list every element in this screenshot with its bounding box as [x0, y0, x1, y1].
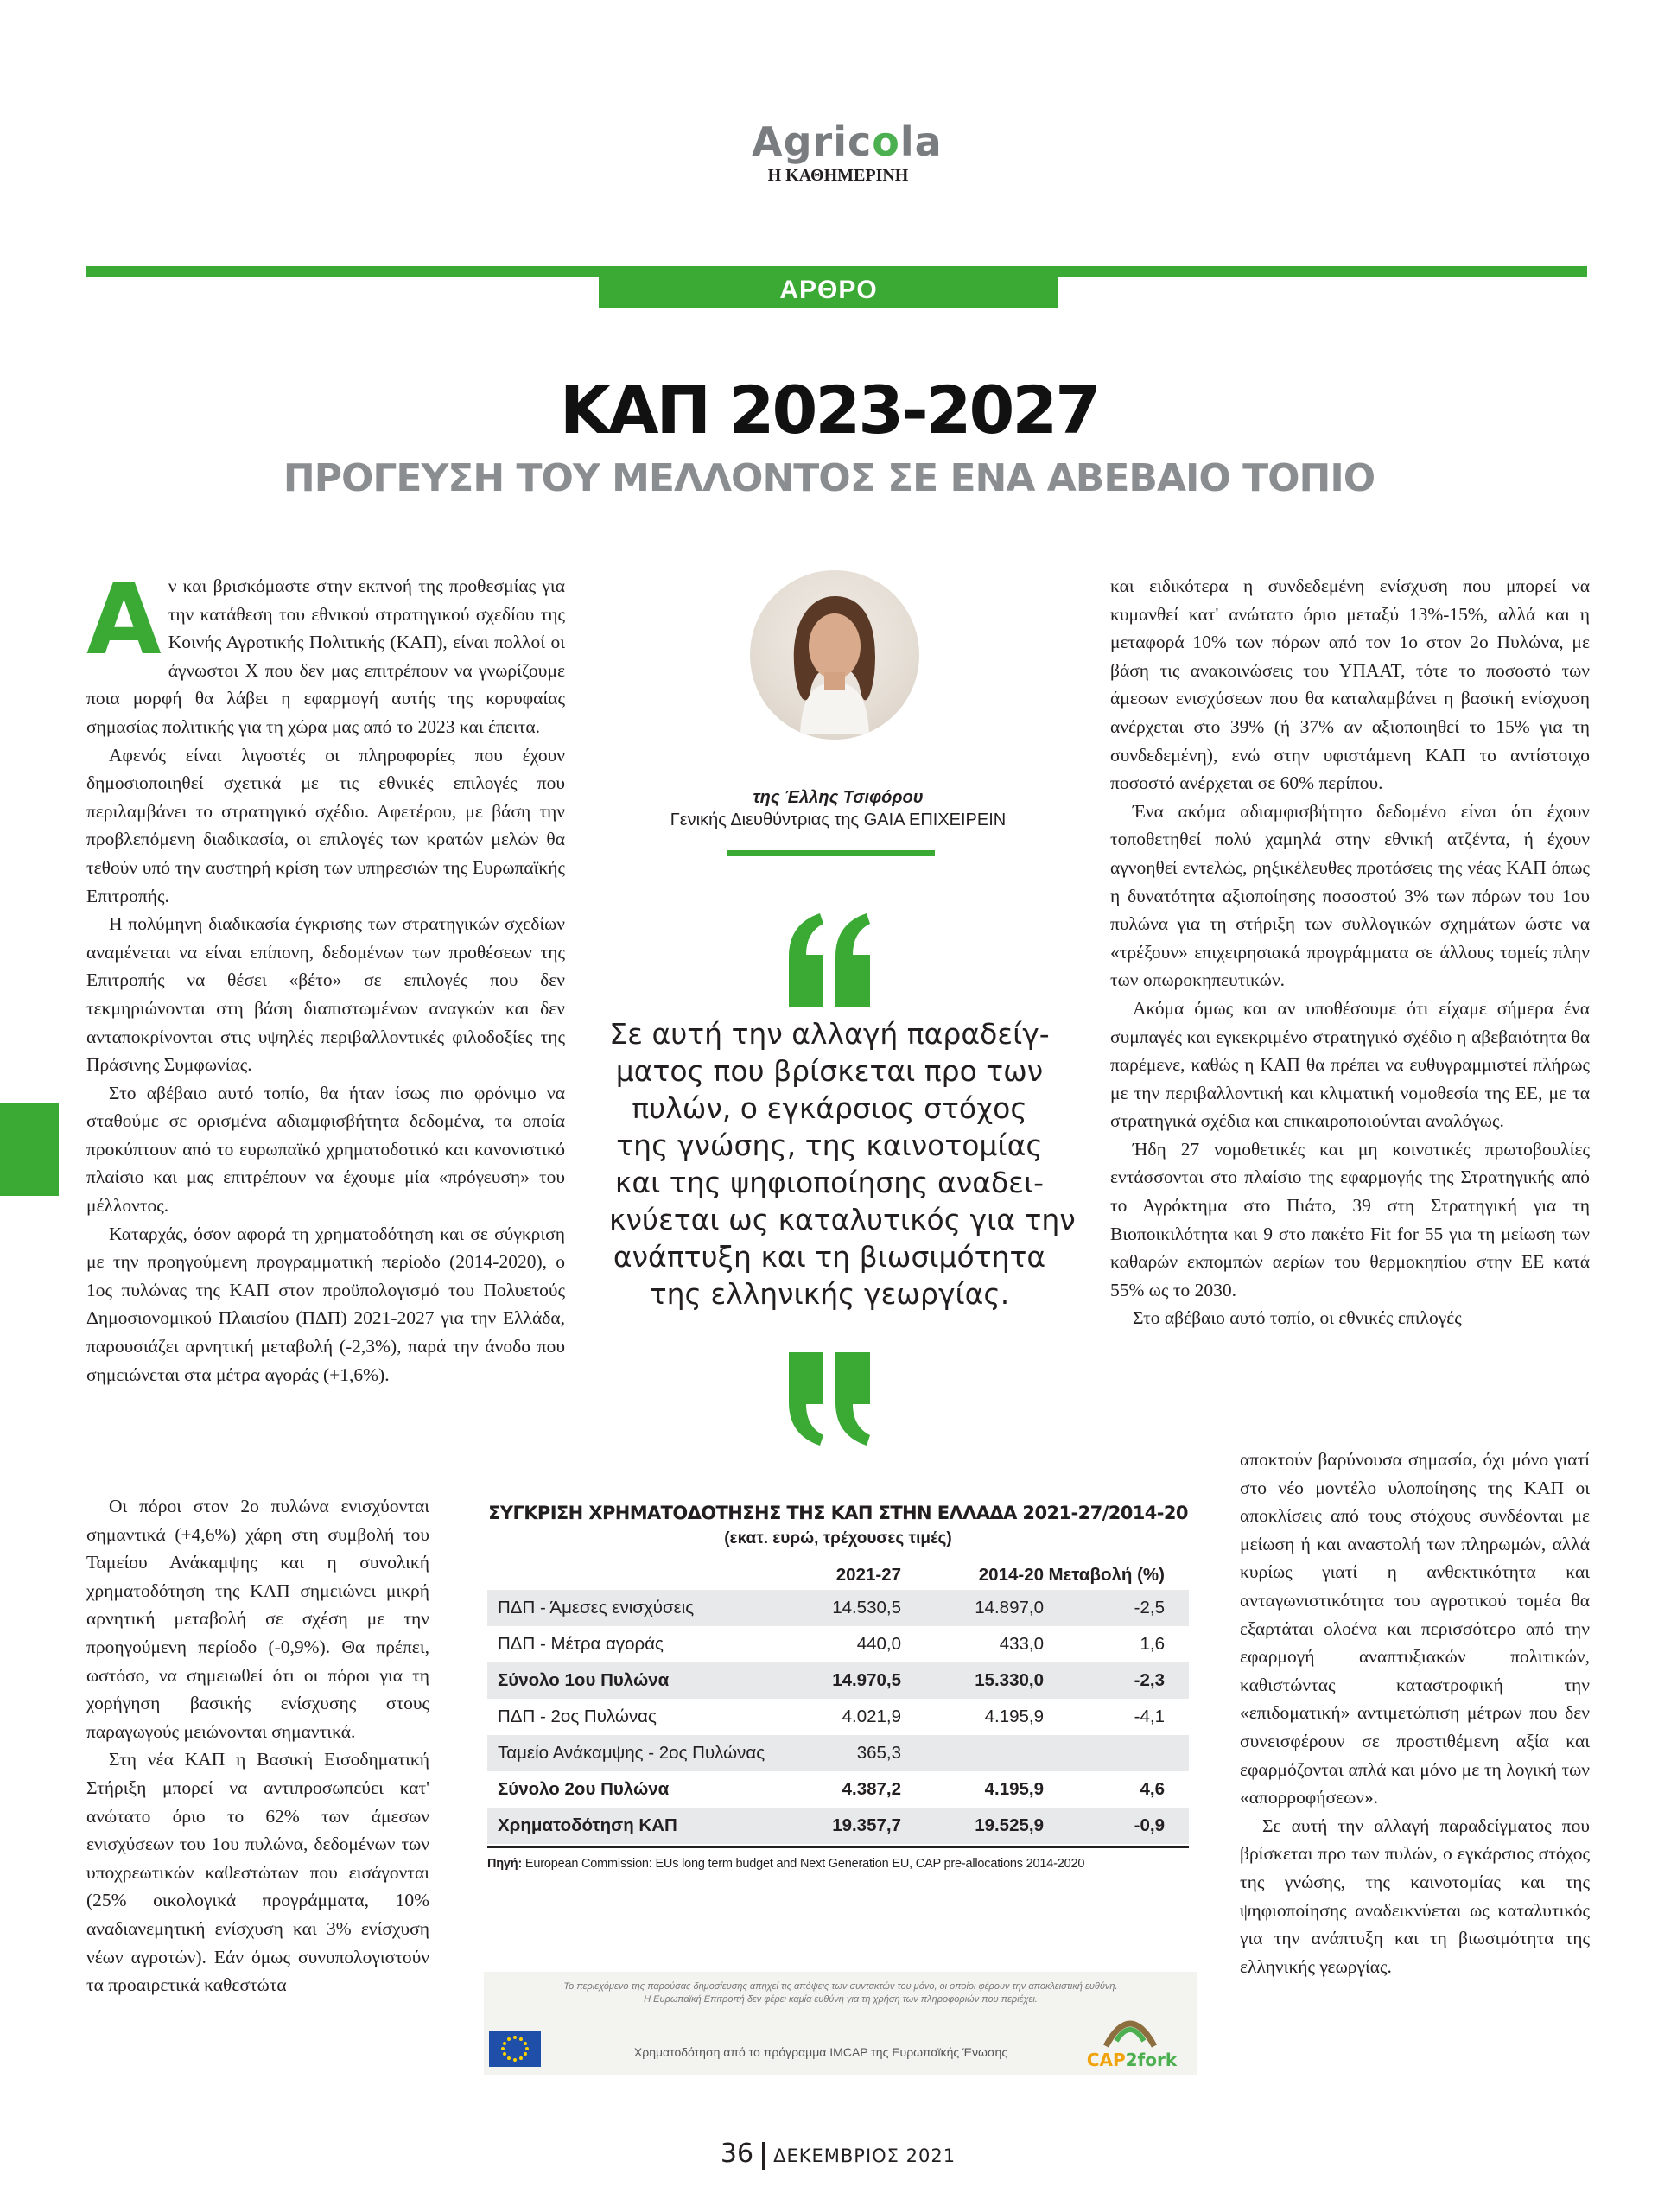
- column-header: Μεταβολή (%): [1048, 1565, 1165, 1585]
- table-cell: 4.195,9: [901, 1771, 1044, 1808]
- table-cell: -2,5: [1044, 1590, 1189, 1626]
- logo-publisher: Η ΚΑΘΗΜΕΡΙΝΗ: [767, 166, 909, 185]
- column-header: 2014-20: [978, 1565, 1044, 1585]
- pull-quote-line: της γνώσης, της καινοτομίας: [616, 1128, 1043, 1162]
- table-cell: 19.525,9: [901, 1808, 1044, 1844]
- paragraph: Αν και βρισκόμαστε στην εκπνοή της προθεσμίας για την κατάθεση του εθνικού στρατηγικού σχεδίου της Κοινής Αγροτικής Πολιτικής (ΚΑΠ), είναι πολλοί οι άγνωστοι Χ που δεν μας επιτρέπουν να γνωρίζουμε ποια μορφή θα λάβει η εφαρμογή αυτής της κορυφαίας σημασίας πολιτικής για τη χώρα μας από το 2023 και έπειτα.: [86, 564, 565, 737]
- table-cell: 14.530,5: [772, 1590, 901, 1626]
- paragraph: Αφενός είναι λιγοστές οι πληροφορίες που έχουν δημοσιοποιηθεί σχετικά με τις εθνικές επιλογές που περιλαμβάνει το στρατηγικό σχέδιο. Αφετέρου, με βάση την προβλεπόμενη διαδικασία, οι επιλογές των κρατών μελών θα τεθούν υπό την αυστηρή κρίση των υπηρεσιών της Ευρωπαϊκής Επιτροπής.: [86, 744, 565, 906]
- table-cell: 1,6: [1044, 1626, 1189, 1662]
- section-label: ΑΡΘΡΟ: [599, 271, 1058, 308]
- disclaimer-line: Το περιεχόμενο της παρούσας δημοσίευσης απηχεί τις απόψεις των συντακτών του μόνο, οι οποίοι φέρουν την αποκλειστική ευθύνη.: [563, 1981, 1118, 1992]
- table-row: [487, 1699, 1189, 1735]
- row-label: Σύνολο 2ου Πυλώνα: [487, 1771, 772, 1808]
- row-label: Σύνολο 1ου Πυλώνα: [487, 1662, 772, 1699]
- table-cell: -4,1: [1044, 1699, 1189, 1735]
- table-title: ΣΥΓΚΡΙΣΗ ΧΡΗΜΑΤΟΔΟΤΗΣΗΣ ΤΗΣ ΚΑΠ ΣΤΗΝ ΕΛΛΑΔΑ 2021-27/2014-20: [488, 1503, 1188, 1523]
- table-cell: [901, 1735, 1044, 1771]
- paragraph: και ειδικότερα η συνδεδεμένη ενίσχυση που μπορεί να κυμανθεί κατ' ανώτατο όριο μεταξύ 13%-15%, αλλά και η μεταφορά 10% των πόρων από τον 1ο στον 2ο Πυλώνα, με βάση τις ανακοινώσεις του ΥΠΑΑΤ, τότε το ποσοστό των άμεσων ενισχύσεων που θα καταλαμβάνει η βασική ενίσχυση ανέρχεται στο 39% (ή 37% αν αξιοποιηθεί το 15% για τη συνδεδεμένη), ενώ στην υφιστάμενη ΚΑΠ το αντίστοιχο ποσοστό ανέρχεται σε 60% περίπου.: [1110, 575, 1590, 794]
- page-folio: [708, 2139, 968, 2171]
- column-header: [487, 1560, 772, 1590]
- row-label: Χρηματοδότηση ΚΑΠ: [487, 1808, 772, 1844]
- column-right: [1110, 572, 1590, 1332]
- eu-flag-icon: [489, 2031, 541, 2067]
- row-label: ΠΔΠ - 2ος Πυλώνας: [487, 1699, 772, 1735]
- funding-comparison-table: [487, 1560, 1189, 1844]
- open-quote-icon: [782, 912, 877, 1007]
- row-label: ΠΔΠ - Μέτρα αγοράς: [487, 1626, 772, 1662]
- logo-wordmark: Agricola: [752, 118, 943, 165]
- article-subtitle: ΠΡΟΓΕΥΣΗ ΤΟΥ ΜΕΛΛΟΝΤΟΣ ΣΕ ΕΝΑ ΑΒΕΒΑΙΟ ΤΟΠΙΟ: [283, 456, 1375, 500]
- funding-disclaimer-banner: [484, 1972, 1197, 2075]
- table-header-row: [487, 1560, 1189, 1590]
- pull-quote-line: κνύεται ως καταλυτικός για την: [609, 1203, 1076, 1236]
- table-cell: [1044, 1735, 1189, 1771]
- pull-quote: [609, 1015, 1076, 1313]
- column-left: [86, 564, 565, 1389]
- paragraph: Ένα ακόμα αδιαμφισβήτητο δεδομένο είναι ότι έχουν τοποθετηθεί πολύ χαμηλά στην εθνική ατζέντα, ή έχουν αγνοηθεί εντελώς, ρηξικέλευθες προτάσεις της νέας ΚΑΠ όπως η δυνατότητα αξιοποίησης ποσοστού 3% των πόρων του 1ου πυλώνα για τη στήριξη των συλλογικών σχημάτων ώστε να «τρέξουν» επιχειρησιακά προγράμματα σε άλλους τομείς πλην των οπωροκηπευτικών.: [1110, 800, 1590, 991]
- pull-quote-line: Σε αυτή την αλλαγή παραδείγ-: [609, 1017, 1050, 1051]
- pull-quote-line: και της ψηφιοποίησης αναδει-: [614, 1166, 1045, 1199]
- table-bottom-rule: [487, 1846, 1189, 1848]
- page-side-tab: [0, 1103, 59, 1196]
- table-row: [487, 1808, 1189, 1844]
- table-cell: -2,3: [1044, 1662, 1189, 1699]
- table-row: [487, 1590, 1189, 1626]
- table-source: Πηγή: European Commission: EUs long term budget and Next Generation EU, CAP pre-allocations 2014-2020: [487, 1857, 1085, 1871]
- table-cell: 14.897,0: [901, 1590, 1044, 1626]
- paragraph: Ακόμα όμως και αν υποθέσουμε ότι είχαμε σήμερα ένα συμπαγές και εγκεκριμένο στρατηγικό σχέδιο η αβεβαιότητα θα παρέμενε, καθώς η ΚΑΠ θα πρέπει να ευθυγραμμιστεί πλήρως με την περιβαλλοντική και κλιματική νομοθεσία της ΕΕ, με τα στρατηγικά σχέδια και επικαιροποιούνται αναλόγως.: [1110, 997, 1590, 1132]
- article-title: ΚΑΠ 2023-2027: [559, 372, 1099, 448]
- table-cell: -0,9: [1044, 1808, 1189, 1844]
- paragraph: Ήδη 27 νομοθετικές και μη κοινοτικές πρωτοβουλίες εντάσσονται στο πλαίσιο της εφαρμογής της Στρατηγικής από το Αγρόκτημα στο Πιάτο, 39 στη Στρατηγική για τη Βιοποικιλότητα και 9 στο πακέτο Fit for 55 για τη μείωση των καθαρών εκπομπών αερίων του θερμοκηπίου στην ΕΕ κατά 55% ως το 2030.: [1110, 1138, 1590, 1300]
- author-byline: [605, 786, 1071, 831]
- paragraph: Στο αβέβαιο αυτό τοπίο, θα ήταν ίσως πιο φρόνιμο να σταθούμε σε ορισμένα αδιαμφισβήτητα δεδομένα, τα οποία προκύπτουν από το ευρωπαϊκό χρηματοδοτικό και κανονιστικό πλαίσιο και μας επιτρέπουν να έχουμε μία «πρόγευση» του μέλλοντος.: [86, 1082, 565, 1217]
- author-name: της Έλλης Τσιφόρου: [753, 788, 924, 807]
- column-header: 2021-27: [835, 1565, 901, 1585]
- close-quote-icon: [782, 1352, 877, 1447]
- author-role: Γενικής Διευθύντριας της GAIA ΕΠΙΧΕΙΡΕΙΝ: [670, 810, 1007, 830]
- table-cell: 19.357,7: [772, 1808, 901, 1844]
- paragraph: Στη νέα ΚΑΠ η Βασική Εισοδηματική Στήριξη μπορεί να αντιπροσωπεύει κατ' ανώτατο όριο το 62% των άμεσων ενισχύσεων του 1ου πυλώνα, δεδομένων των υποχρεωτικών καθεστώτων που εισάγονται (25% οικολογικά προγράμματα, 10% αναδιανεμητική ενίσχυση και 3% ενίσχυση νέων αγροτών). Εάν όμως συνυπολογιστούν τα προαιρετικά καθεστώτα: [86, 1749, 429, 1996]
- author-photo: [750, 570, 919, 740]
- cap2fork-logo-text: CAP2fork: [1086, 2050, 1178, 2070]
- pull-quote-line: πυλών, ο εγκάρσιος στόχος: [632, 1091, 1027, 1125]
- table-row: [487, 1662, 1189, 1699]
- paragraph: Οι πόροι στον 2ο πυλώνα ενισχύονται σημαντικά (+4,6%) χάρη στη συμβολή του Ταμείου Ανάκαμψης και η συνολική χρηματοδότηση της ΚΑΠ σημειώνει μικρή αρνητική μεταβολή σε σχέση με την προηγούμενη περίοδο (-0,9%). Θα πρέπει, ωστόσο, να σημειωθεί ότι οι πόροι για τη χορήγηση βασικής ενίσχυσης στους παραγωγούς μειώνονται σημαντικά.: [86, 1496, 429, 1742]
- pull-quote-line: της ελληνικής γεωργίας.: [649, 1277, 1010, 1311]
- drop-cap: Α: [86, 564, 162, 677]
- disclaimer-line: Η Ευρωπαϊκή Επιτροπή δεν φέρει καμία ευθύνη για τη χρήση των πληροφοριών που περιέχει.: [644, 1994, 1038, 2005]
- table-cell: 15.330,0: [901, 1662, 1044, 1699]
- paragraph: Στο αβέβαιο αυτό τοπίο, οι εθνικές επιλογές: [1133, 1307, 1462, 1329]
- agricola-logo: [752, 118, 943, 187]
- table-cell: 365,3: [772, 1735, 901, 1771]
- page-number: 36: [720, 2139, 754, 2169]
- author-divider: [727, 850, 935, 856]
- row-label: ΠΔΠ - Άμεσες ενισχύσεις: [487, 1590, 772, 1626]
- paragraph: Η πολύμηνη διαδικασία έγκρισης των στρατηγικών σχεδίων αναμένεται να είναι επίπονη, δεδομένων των προθέσεων της Επιτροπής να θέσει «βέτο» σε επιλογές που δεν τεκμηριώνονται στη βάση διαπιστωμένων αναγκών και δεν ανταποκρίνονται στις υψηλές περιβαλλοντικές φιλοδοξίες της Πράσινης Συμφωνίας.: [86, 913, 565, 1076]
- paragraph: Σε αυτή την αλλαγή παραδείγματος που βρίσκεται προ των πυλών, ο εγκάρσιος στόχος της γνώσης, της καινοτομίας και της ψηφιοποίησης αναδεικνύεται ως καταλυτικός για την ανάπτυξη και τη βιωσιμότητα της ελληνικής γεωργίας.: [1240, 1815, 1590, 1977]
- paragraph: αποκτούν βαρύνουσα σημασία, όχι μόνο γιατί στο νέο μοντέλο υλοποίησης της ΚΑΠ οι αποκλίσεις από τους στόχους συνδέονται με μείωση ή και αναστολή των πληρωμών, αλλά κυρίως γιατί η ανθεκτικότητα και ανταγωνιστικότητα του αγροτικού τομέα θα εξαρτάται ολοένα και περισσότερο από την εφαρμογή αναπτυξιακών πολιτικών, καθιστώντας καταστροφική την «επιδοματική» αντιμετώπιση μέτρων που δεν συνεισφέρουν σε προστιθέμενη αξία και εφαρμόζονται απλά και μόνο με τη λογική των «απορροφήσεων».: [1240, 1449, 1590, 1808]
- table-cell: 433,0: [901, 1626, 1044, 1662]
- table-cell: 14.970,5: [772, 1662, 901, 1699]
- table-cell: 440,0: [772, 1626, 901, 1662]
- table-row: [487, 1771, 1189, 1808]
- row-label: Ταμείο Ανάκαμψης - 2ος Πυλώνας: [487, 1735, 772, 1771]
- column-right-narrow: [1240, 1446, 1590, 1980]
- folio-divider: [762, 2142, 765, 2170]
- pull-quote-line: ανάπτυξη και τη βιωσιμότητα: [613, 1240, 1046, 1274]
- table-row: [487, 1626, 1189, 1662]
- table-cell: 4.195,9: [901, 1699, 1044, 1735]
- funding-statement: Χρηματοδότηση από το πρόγραμμα IMCAP της Ευρωπαϊκής Ένωσης: [633, 2045, 1008, 2059]
- table-cell: 4.387,2: [772, 1771, 901, 1808]
- table-row: [487, 1735, 1189, 1771]
- table-subtitle: (εκατ. ευρώ, τρέχουσες τιμές): [724, 1529, 952, 1548]
- table-cell: 4,6: [1044, 1771, 1189, 1808]
- paragraph: Καταρχάς, όσον αφορά τη χρηματοδότηση και σε σύγκριση με την προηγούμενη προγραμματική περίοδο (2014-2020), ο 1ος πυλώνας της ΚΑΠ στον προϋπολογισμό του Πολυετούς Δημοσιονομικού Πλαισίου (ΠΔΠ) 2021-2027 για την Ελλάδα, παρουσιάζει αρνητική μεταβολή (-2,3%), παρά την άνοδο που σημειώνεται στα μέτρα αγοράς (+1,6%).: [86, 1223, 565, 1385]
- pull-quote-line: ματος που βρίσκεται προ των: [615, 1054, 1044, 1088]
- column-left-narrow: [86, 1492, 429, 1999]
- issue-date: ΔΕΚΕΜΒΡΙΟΣ 2021: [773, 2145, 956, 2166]
- table-cell: 4.021,9: [772, 1699, 901, 1735]
- author-portrait: [750, 570, 919, 740]
